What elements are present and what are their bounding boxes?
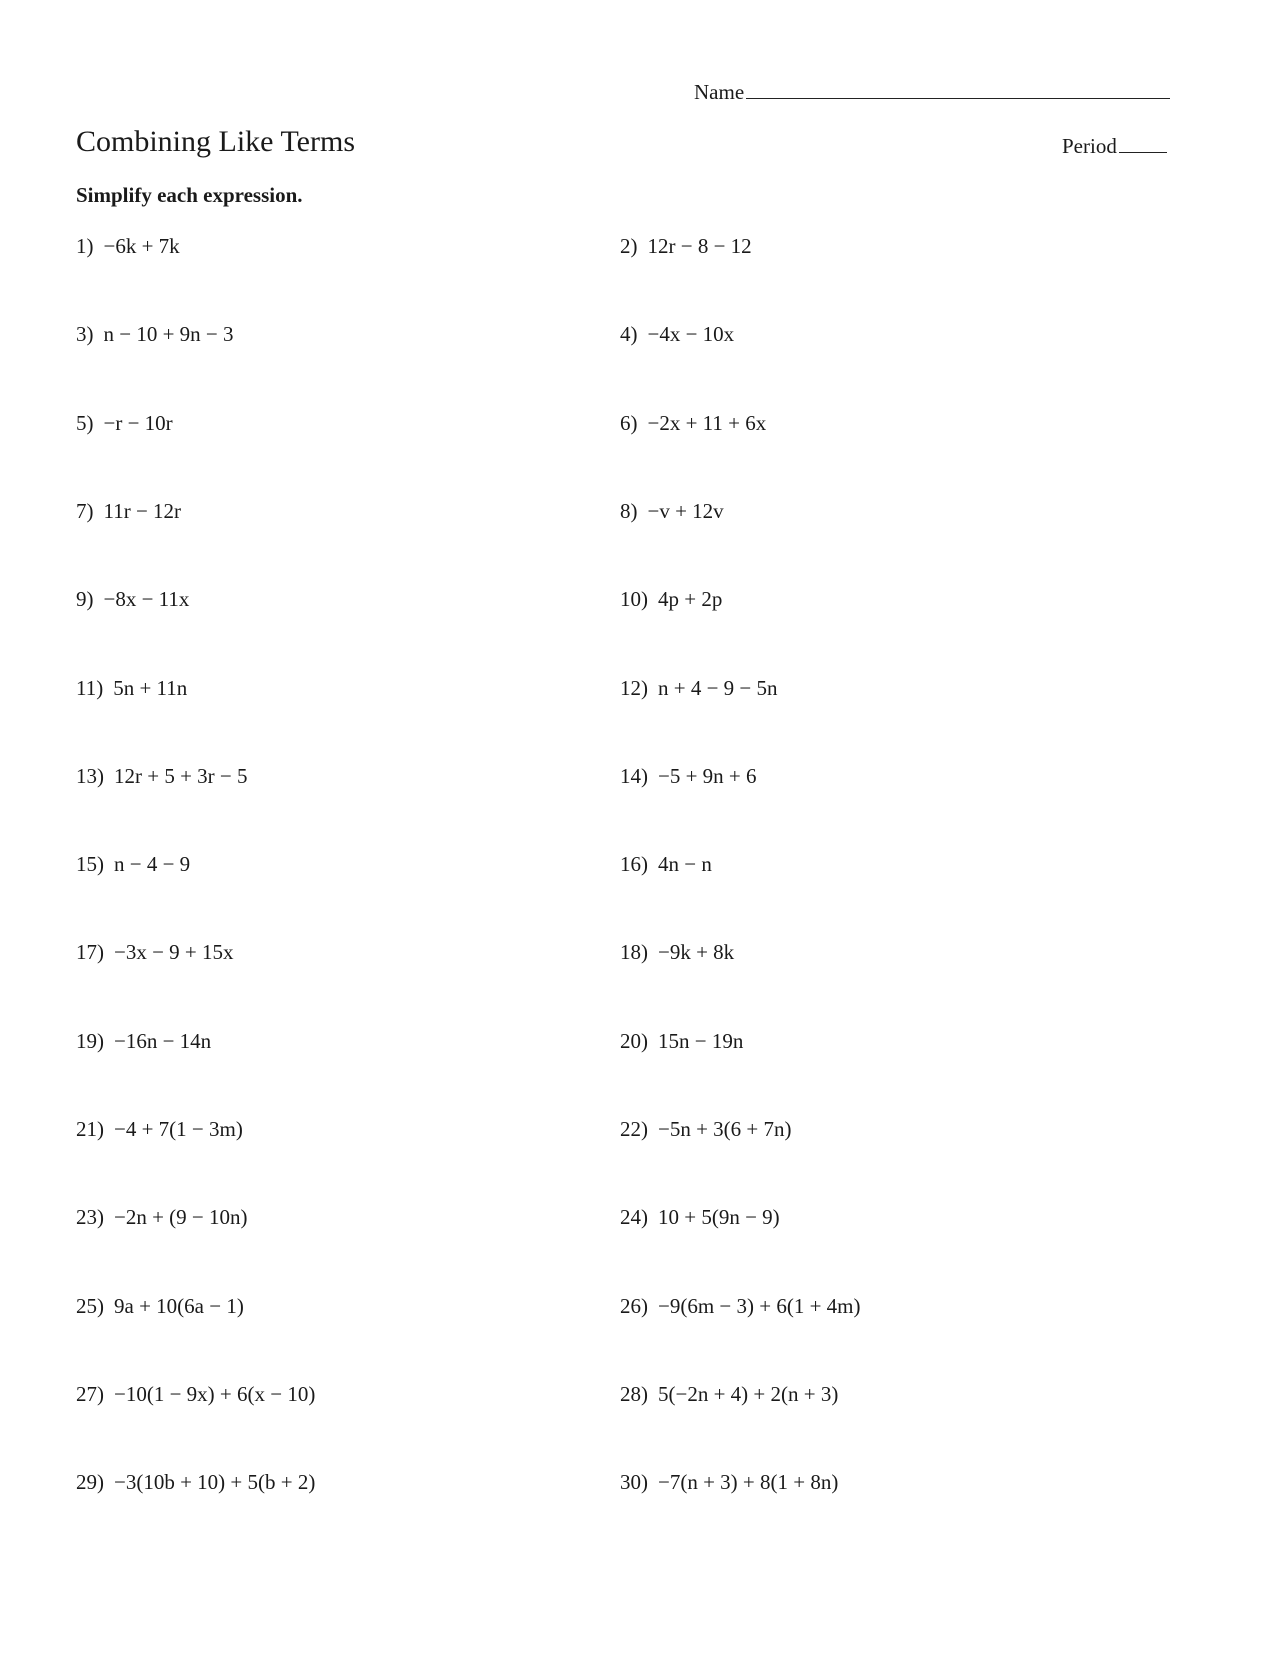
- problem-expression: −r − 10r: [103, 410, 173, 435]
- problem-expression: −4 + 7(1 − 3m): [114, 1117, 243, 1141]
- problem-number: 24): [620, 1205, 648, 1230]
- problem-number: 13): [76, 763, 104, 788]
- problem-number: 16): [620, 852, 648, 877]
- problem-number: 6): [620, 410, 638, 435]
- problem-expression: −3(10b + 10) + 5(b + 2): [114, 1470, 316, 1495]
- problem-item: [620, 1029, 743, 1054]
- problem-number: 21): [76, 1117, 104, 1141]
- period-label: Period: [1062, 134, 1117, 158]
- problem-expression: −8x − 11x: [103, 587, 190, 612]
- problem-expression: 4n − n: [658, 852, 712, 877]
- problem-item: [76, 1470, 315, 1495]
- problem-item: [76, 234, 180, 259]
- problem-item: [76, 587, 189, 612]
- problem-item: [620, 1382, 838, 1407]
- period-blank[interactable]: [1119, 134, 1167, 153]
- problem-item: [620, 1205, 780, 1230]
- problem-expression: −4x − 10x: [647, 322, 735, 347]
- problem-item: [620, 234, 752, 259]
- problem-expression: −6k + 7k: [103, 234, 180, 258]
- problem-expression: −9k + 8k: [658, 940, 735, 965]
- problem-expression: −7(n + 3) + 8(1 + 8n): [658, 1470, 839, 1495]
- problem-expression: 12r + 5 + 3r − 5: [114, 763, 248, 788]
- problem-expression: 12r − 8 − 12: [647, 234, 752, 258]
- problem-number: 4): [620, 322, 638, 347]
- problem-expression: 4p + 2p: [658, 587, 723, 612]
- problem-item: [620, 411, 766, 436]
- problem-number: 23): [76, 1205, 104, 1230]
- problem-item: [76, 499, 181, 524]
- problem-expression: −2x + 11 + 6x: [647, 410, 767, 435]
- problem-item: [620, 940, 734, 965]
- problem-number: 5): [76, 410, 94, 435]
- problem-number: 28): [620, 1381, 648, 1406]
- problem-number: 3): [76, 322, 94, 347]
- problem-expression: 5n + 11n: [113, 675, 188, 700]
- problem-number: 12): [620, 675, 648, 700]
- problem-item: [76, 1205, 248, 1230]
- problem-expression: −3x − 9 + 15x: [114, 940, 234, 965]
- problem-number: 1): [76, 234, 94, 258]
- problem-number: 19): [76, 1028, 104, 1053]
- problem-expression: −10(1 − 9x) + 6(x − 10): [114, 1381, 316, 1406]
- problem-item: [76, 1029, 211, 1054]
- problem-expression: −5 + 9n + 6: [658, 763, 757, 788]
- problem-number: 29): [76, 1470, 104, 1495]
- problem-expression: −2n + (9 − 10n): [114, 1205, 248, 1230]
- name-blank[interactable]: [746, 80, 1170, 99]
- problem-number: 11): [76, 675, 104, 700]
- problem-item: [76, 322, 234, 347]
- problem-item: [620, 764, 757, 789]
- problem-expression: 15n − 19n: [658, 1028, 744, 1053]
- problem-item: [620, 499, 724, 524]
- problem-number: 8): [620, 498, 638, 523]
- worksheet-title: Combining Like Terms: [76, 125, 355, 158]
- problem-expression: 11r − 12r: [103, 498, 182, 523]
- name-field[interactable]: [694, 80, 1170, 105]
- problem-item: [620, 587, 722, 612]
- problem-item: [620, 1470, 838, 1495]
- name-label: Name: [694, 80, 745, 104]
- problem-number: 25): [76, 1293, 104, 1318]
- problem-number: 2): [620, 234, 638, 258]
- problem-expression: 9a + 10(6a − 1): [114, 1293, 244, 1318]
- problem-item: [76, 411, 173, 436]
- problem-expression: n − 10 + 9n − 3: [103, 322, 234, 347]
- problem-number: 26): [620, 1293, 648, 1318]
- instructions: Simplify each expression.: [76, 183, 303, 207]
- problem-number: 27): [76, 1381, 104, 1406]
- problem-number: 10): [620, 587, 648, 612]
- problem-item: [76, 940, 234, 965]
- problem-item: [76, 764, 248, 789]
- problem-expression: n + 4 − 9 − 5n: [658, 675, 778, 700]
- problem-item: [620, 852, 712, 877]
- problem-number: 9): [76, 587, 94, 612]
- problem-item: [76, 1382, 315, 1407]
- problem-expression: −16n − 14n: [114, 1028, 212, 1053]
- problem-expression: 10 + 5(9n − 9): [658, 1205, 780, 1230]
- period-field[interactable]: [1062, 134, 1167, 159]
- problem-number: 7): [76, 498, 94, 523]
- problem-number: 17): [76, 940, 104, 965]
- problem-expression: 5(−2n + 4) + 2(n + 3): [658, 1381, 839, 1406]
- problem-number: 15): [76, 852, 104, 877]
- problem-number: 14): [620, 763, 648, 788]
- problem-item: [620, 1117, 792, 1142]
- problem-number: 22): [620, 1117, 648, 1141]
- problem-item: [620, 676, 778, 701]
- problem-item: [76, 676, 187, 701]
- problem-item: [76, 1117, 243, 1142]
- problem-item: [620, 322, 734, 347]
- problem-item: [76, 852, 190, 877]
- problem-number: 20): [620, 1028, 648, 1053]
- problem-number: 18): [620, 940, 648, 965]
- problem-number: 30): [620, 1470, 648, 1495]
- problem-expression: −5n + 3(6 + 7n): [658, 1117, 792, 1141]
- problem-expression: −v + 12v: [647, 498, 724, 523]
- problem-expression: −9(6m − 3) + 6(1 + 4m): [658, 1293, 861, 1318]
- problem-expression: n − 4 − 9: [114, 852, 191, 877]
- problem-item: [76, 1294, 244, 1319]
- problem-item: [620, 1294, 861, 1319]
